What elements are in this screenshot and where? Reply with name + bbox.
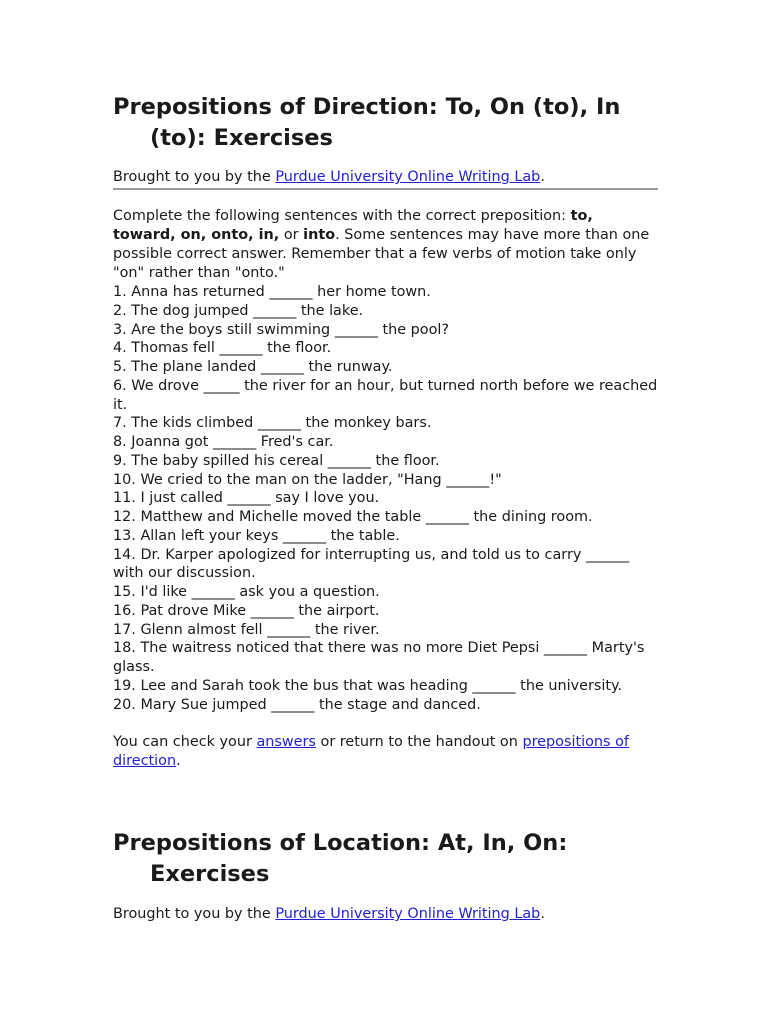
exercise-item: 7. The kids climbed ______ the monkey bars. (113, 415, 432, 432)
exercise-item: 18. The waitress noticed that there was no more Diet Pepsi ______ Marty's glass. (113, 640, 645, 675)
exercise-item: 20. Mary Sue jumped ______ the stage and danced. (113, 696, 481, 713)
exercise-item: 16. Pat drove Mike ______ the airport. (113, 602, 380, 619)
direction-exercises-section (113, 92, 658, 771)
exercise-item: 17. Glenn almost fell ______ the river. (113, 621, 380, 638)
exercise-item: 8. Joanna got ______ Fred's car. (113, 434, 334, 450)
exercise-item: 10. We cried to the man on the ladder, "Hang ______!" (113, 471, 502, 488)
exercise-list (113, 283, 658, 714)
instructions-text-end: . Some sentences may have more than one possible correct answer. Remember that a few verbs of motion take only "on" rather than "onto." (113, 227, 650, 281)
location-exercises-section (113, 828, 658, 924)
exercise-item: 6. We drove _____ the river for an hour, but turned north before we reached it. (113, 377, 658, 413)
exercise-item: 11. I just called ______ say I love you. (113, 490, 380, 507)
instructions (113, 207, 658, 283)
instructions-bold-prepositions: to, toward, on, onto, in, (113, 208, 593, 243)
answers-link[interactable]: answers (256, 734, 316, 751)
page-title: Prepositions of Direction: To, On (to), In (to): Exercises (113, 94, 621, 151)
exercise-item: 19. Lee and Sarah took the bus that was heading ______ the university. (113, 677, 623, 694)
exercise-item: 5. The plane landed ______ the runway. (113, 359, 393, 375)
instructions-text: Complete the following sentences with the correct preposition: (113, 208, 571, 224)
byline-suffix: . (540, 169, 545, 185)
exercise-item: 14. Dr. Karper apologized for interrupting us, and told us to carry ______ with our discussion. (113, 546, 630, 582)
instructions-text-or: or (279, 227, 304, 243)
footer-text: You can check your (113, 734, 257, 751)
exercise-item: 3. Are the boys still swimming ______ the pool? (113, 321, 450, 338)
exercise-item: 1. Anna has returned ______ her home town. (113, 284, 431, 300)
exercise-item: 15. I'd like ______ ask you a question. (113, 584, 380, 600)
owl-link[interactable]: Purdue University Online Writing Lab (275, 906, 541, 922)
byline (113, 168, 658, 187)
byline-suffix: . (540, 906, 545, 922)
exercise-item: 9. The baby spilled his cereal ______ the floor. (113, 452, 440, 469)
instructions-bold-into: into (303, 227, 336, 243)
footer-note (113, 733, 658, 771)
byline (113, 905, 658, 924)
owl-link[interactable]: Purdue University Online Writing Lab (275, 169, 541, 185)
exercise-item: 2. The dog jumped ______ the lake. (113, 302, 364, 319)
footer-text-mid: or return to the handout on (315, 734, 523, 751)
exercise-item: 12. Matthew and Michelle moved the table ______ the dining room. (113, 509, 593, 525)
byline-prefix: Brought to you by the (113, 906, 276, 922)
footer-text-end: . (176, 753, 181, 770)
byline-prefix: Brought to you by the (113, 169, 276, 185)
exercise-item: 13. Allan left your keys ______ the table. (113, 527, 400, 544)
section-title: Prepositions of Location: At, In, On: Exercises (113, 830, 568, 887)
exercise-item: 4. Thomas fell ______ the floor. (113, 340, 332, 357)
prepositions-of-direction-link[interactable]: prepositions of direction (113, 734, 629, 770)
byline-divider (113, 188, 658, 190)
